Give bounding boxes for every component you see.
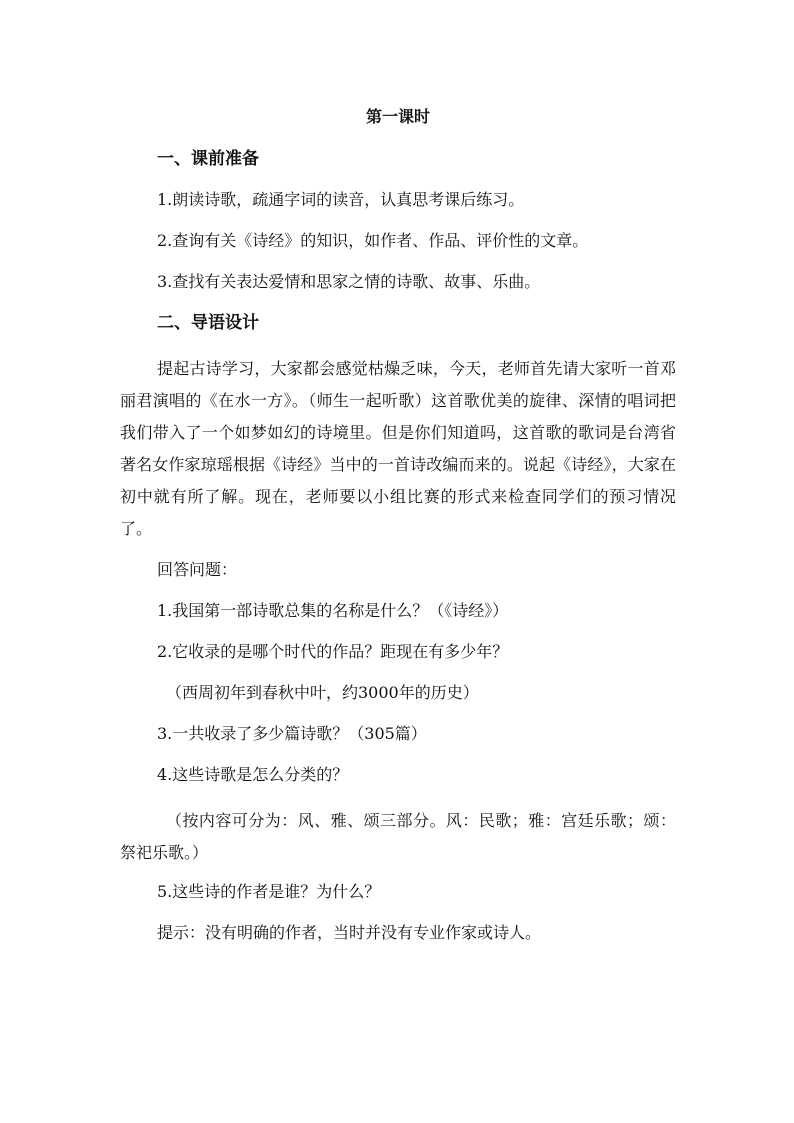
prep-item-2: 2.查询有关《诗经》的知识，如作者、作品、评价性的文章。 bbox=[157, 231, 589, 250]
prep-item-1: 1.朗读诗歌，疏通字词的读音，认真思考课后练习。 bbox=[157, 190, 525, 209]
qa-answer-2: （西周初年到春秋中叶，约3000年的历史） bbox=[166, 683, 479, 702]
section-heading-prep: 一、课前准备 bbox=[157, 149, 259, 169]
qa-answer-4: （按内容可分为：风、雅、颂三部分。风：民歌；雅：宫廷乐歌；颂：祭祀乐歌。） bbox=[120, 811, 676, 862]
qa-label: 回答问题： bbox=[157, 560, 238, 579]
document-content bbox=[120, 106, 676, 963]
section-heading-intro: 二、导语设计 bbox=[157, 313, 259, 333]
qa-hint: 提示：没有明确的作者，当时并没有专业作家或诗人。 bbox=[157, 923, 542, 942]
lesson-title: 第一课时 bbox=[365, 107, 430, 126]
qa-item-1: 1.我国第一部诗歌总集的名称是什么？（《诗经》） bbox=[157, 601, 509, 620]
qa-item-2: 2.它收录的是哪个时代的作品？距现在有多少年？ bbox=[157, 642, 509, 661]
intro-paragraph: 提起古诗学习，大家都会感觉枯燥乏味，今天，老师首先请大家听一首邓丽君演唱的《在水一方》。（师生一起听歌）这首歌优美的旋律、深情的唱词把我们带入了一个如梦如幻的诗境里。但是你们知道吗，这首歌的歌词是台湾省著名女作家琼瑶根据《诗经》当中的一首诗改编而来的。说起《诗经》，大家在初中就有所了解。现在，老师要以小组比赛的形式来检查同学们的预习情况了。 bbox=[120, 359, 676, 538]
qa-item-5: 5.这些诗的作者是谁？为什么？ bbox=[157, 882, 381, 901]
qa-item-3: 3.一共收录了多少篇诗歌？（305篇） bbox=[157, 724, 427, 743]
qa-item-4: 4.这些诗歌是怎么分类的？ bbox=[157, 765, 349, 784]
prep-item-3: 3.查找有关表达爱情和思家之情的诗歌、故事、乐曲。 bbox=[157, 272, 541, 291]
